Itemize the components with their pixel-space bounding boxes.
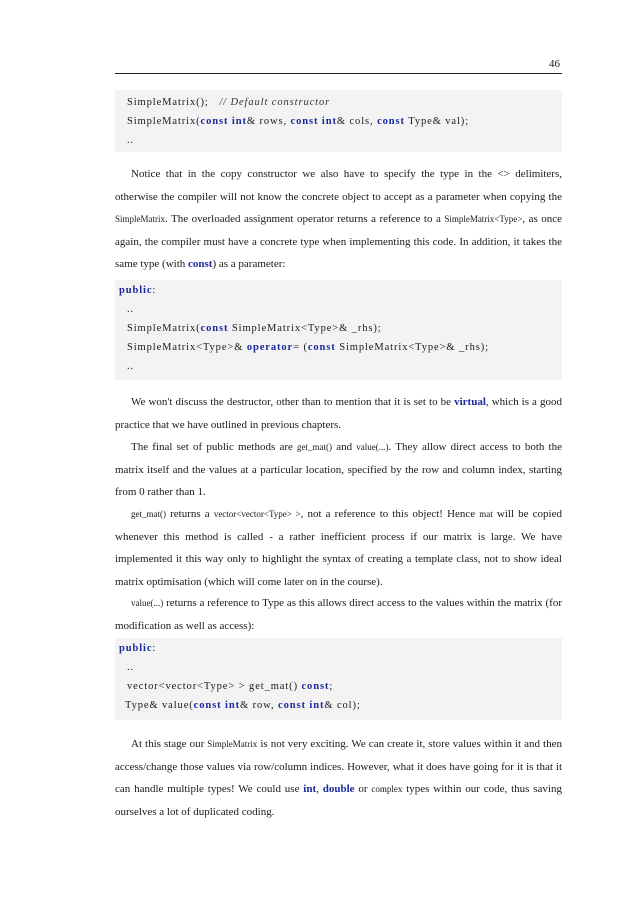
- paragraph-summary: At this stage our SimpleMatrix is not very exciting. We can create it, store values within it and then access/change those values via row/column indices. However, what it does have going for it is that it can handle multiple types! We could use int, double or complex types within our code, thus saving ourselves a lot of duplicated coding.: [115, 738, 562, 818]
- code-line: SimpleMatrix(); // Default constructor: [127, 97, 331, 108]
- code-block-accessors: [115, 638, 562, 720]
- code-line: Type& value(const int& row, const int& col);: [125, 700, 361, 711]
- paragraph-public-methods: The final set of public methods are get_mat() and value(...). They allow direct access to both the matrix itself and the values at a particular location, specified by the row and column index, starting from 0 rather than 1.: [115, 441, 562, 498]
- code-line: SimpleMatrix(const int& rows, const int& cols, const Type& val);: [127, 116, 470, 127]
- code-block-copy-assign: [115, 280, 562, 380]
- paragraph-value: value(...) returns a reference to Type as this allows direct access to the values within the matrix (for modification as well as access):: [115, 597, 562, 632]
- code-line: ..: [127, 361, 135, 372]
- page-number: 46: [549, 58, 560, 70]
- paragraph-destructor: We won't discuss the destructor, other than to mention that it is set to be virtual, which is a good practice that we have outlined in previous chapters.: [115, 396, 562, 431]
- header-rule: [115, 73, 562, 74]
- code-block-constructors: [115, 90, 562, 152]
- paragraph-copy-constructor: Notice that in the copy constructor we also have to specify the type in the <> delimiters, otherwise the compiler will not know the concrete object to accept as a parameter when copying the SimpleMatrix. The overloaded assignment operator returns a reference to a SimpleMatrix<Type>, as once again, the compiler must have a concrete type when implementing this code. In addition, it takes the same type (with const) as a parameter:: [115, 168, 562, 270]
- code-line: vector<vector<Type> > get_mat() const;: [127, 681, 334, 692]
- code-line: public:: [119, 285, 157, 296]
- code-line: ..: [127, 304, 135, 315]
- code-line: public:: [119, 643, 157, 654]
- code-line: ..: [127, 135, 135, 146]
- code-comment: // Default constructor: [219, 97, 331, 108]
- code-line: ..: [127, 662, 135, 673]
- paragraph-get-mat: get_mat() returns a vector<vector<Type> >, not a reference to this object! Hence mat will be copied whenever this method is called - a rather inefficient process if our matrix is large. We have implemented it this way only to highlight the syntax of creating a template class, not to show ideal matrix optimisation (which will come later on in the course).: [115, 508, 562, 588]
- code-line: SimpleMatrix(const SimpleMatrix<Type>& _rhs);: [127, 323, 382, 334]
- code-line: SimpleMatrix<Type>& operator= (const SimpleMatrix<Type>& _rhs);: [127, 342, 489, 353]
